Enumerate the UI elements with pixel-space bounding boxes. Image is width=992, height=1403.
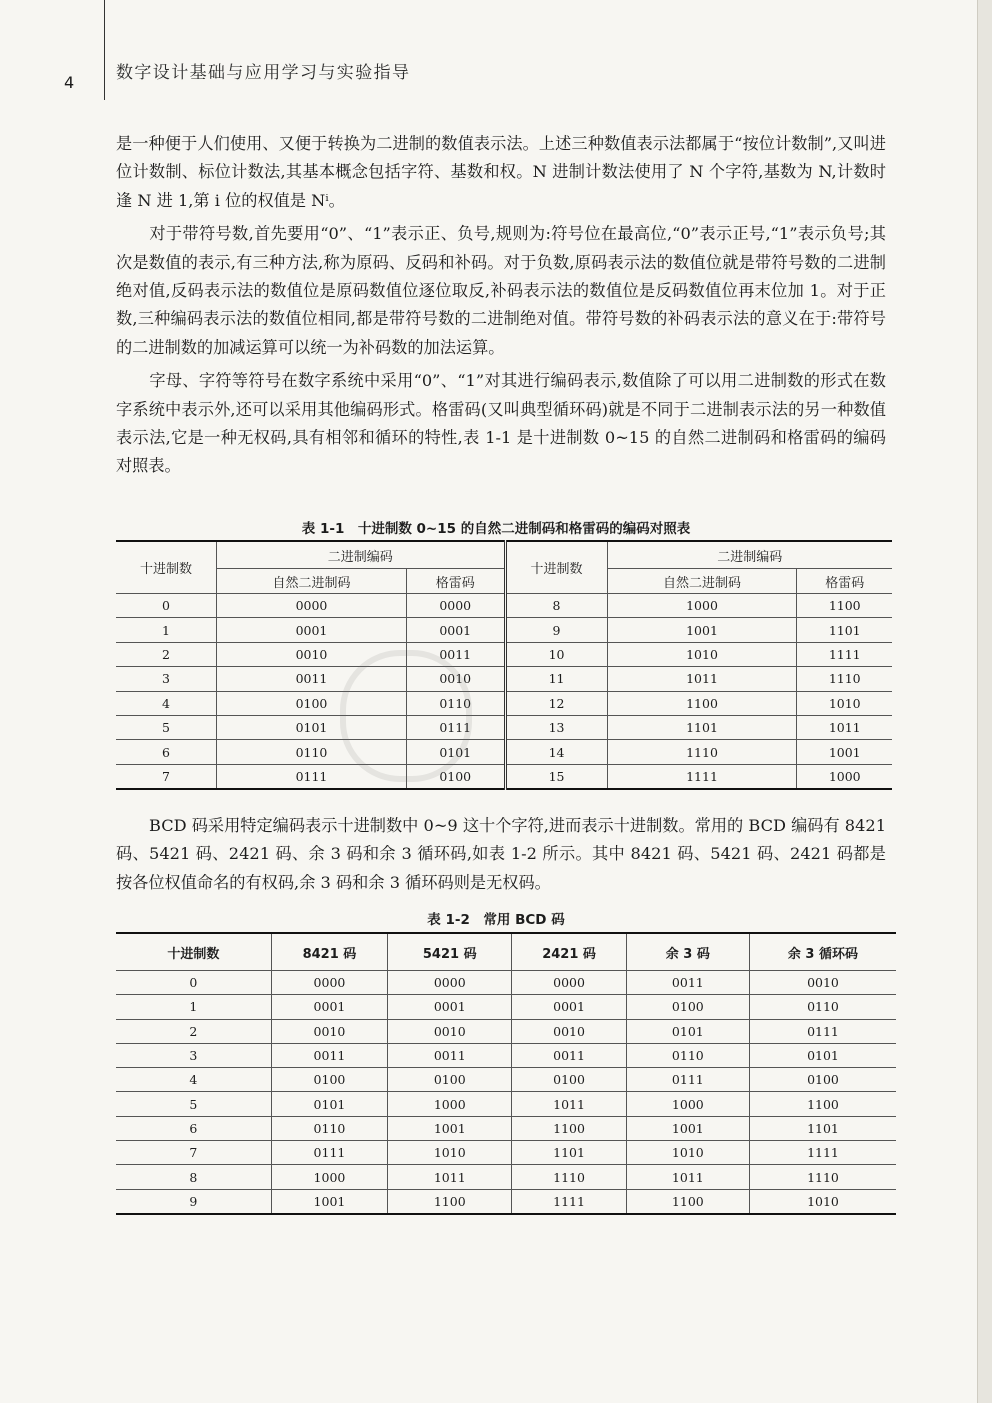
t2-cell: 0100: [388, 1068, 512, 1092]
t2-cell: 0111: [749, 1019, 896, 1043]
t1-cell: 0010: [406, 667, 505, 691]
t2-cell: 0001: [512, 995, 626, 1019]
table-row: [116, 764, 892, 789]
t1-cell: 13: [505, 715, 607, 739]
t1-cell: 0: [116, 594, 217, 618]
t2-header-cell: 十进制数: [116, 933, 271, 971]
paragraph-3-text: 字母、字符等符号在数字系统中采用“0”、“1”对其进行编码表示,数值除了可以用二进制数的形式在数字系统中表示外,还可以采用其他编码形式。格雷码(又叫典型循环码)就是不同于二进制表示法的另一种数值表示法,它是一种无权码,具有相邻和循环的特性,表 1-1 是十进制数 0~15 的自然二进制码和格雷码的编码对照表。: [116, 371, 886, 476]
paragraph-4-text: BCD 码采用特定编码表示十进制数中 0~9 这十个字符,进而表示十进制数。常用的 BCD 编码有 8421 码、5421 码、2421 码、余 3 码和余 3 循环码,如表 1-2 所示。其中 8421 码、5421 码、2421 码都是按各位权值命名的有权码,余 3 码和余 3 循环码则是无权码。: [116, 816, 886, 892]
t2-cell: 1: [116, 995, 271, 1019]
t1-cell: 0010: [217, 642, 407, 666]
t2-cell: 0110: [271, 1116, 387, 1140]
table-row: [116, 715, 892, 739]
t1-cell: 5: [116, 715, 217, 739]
t2-body: [116, 971, 896, 1214]
body-text: [116, 130, 886, 486]
t1-cell: 12: [505, 691, 607, 715]
t2-cell: 5: [116, 1092, 271, 1116]
t2-cell: 1000: [626, 1092, 749, 1116]
table-1-caption: 表 1-1 十进制数 0~15 的自然二进制码和格雷码的编码对照表: [301, 521, 691, 537]
t1-cell: 1111: [607, 764, 797, 789]
t1-cell: 0111: [217, 764, 407, 789]
t2-cell: 0110: [749, 995, 896, 1019]
t1-cell: 0111: [406, 715, 505, 739]
t2-cell: 1001: [271, 1189, 387, 1214]
t1-cell: 4: [116, 691, 217, 715]
t2-header-cell: 余 3 码: [626, 933, 749, 971]
t2-cell: 0011: [512, 1043, 626, 1067]
t2-header-cell: 2421 码: [512, 933, 626, 971]
table-row: [116, 971, 896, 995]
t2-header-row: [116, 933, 896, 971]
table-row: [116, 1092, 896, 1116]
t1-cell: 15: [505, 764, 607, 789]
t1-cell: 14: [505, 740, 607, 764]
t2-cell: 1100: [512, 1116, 626, 1140]
t2-cell: 7: [116, 1141, 271, 1165]
t2-cell: 1101: [512, 1141, 626, 1165]
paragraph-1-text: 是一种便于人们使用、又便于转换为二进制的数值表示法。上述三种数值表示法都属于“按位计数制”,又叫进位计数制、标位计数法,其基本概念包括字符、基数和权。N 进制计数法使用了 N 个字符,基数为 N,计数时逢 N 进 1,第 i 位的权值是 Nⁱ。: [116, 134, 886, 210]
t1-cell: 1010: [797, 691, 892, 715]
t1-cell: 10: [505, 642, 607, 666]
t1-cell: 0001: [406, 618, 505, 642]
page-number: 4: [64, 73, 75, 92]
t2-cell: 1100: [388, 1189, 512, 1214]
t2-cell: 0010: [749, 971, 896, 995]
t1-cell: 8: [505, 594, 607, 618]
t2-cell: 0001: [388, 995, 512, 1019]
t1-cell: 1110: [797, 667, 892, 691]
t2-cell: 1110: [512, 1165, 626, 1189]
t1-cell: 0101: [406, 740, 505, 764]
t1-cell: 1100: [797, 594, 892, 618]
t2-cell: 1010: [388, 1141, 512, 1165]
t2-cell: 8: [116, 1165, 271, 1189]
t1-natural-header-right: 自然二进制码: [607, 569, 797, 594]
table-row: [116, 1043, 896, 1067]
t2-cell: 1011: [388, 1165, 512, 1189]
t2-cell: 1101: [749, 1116, 896, 1140]
t2-cell: 0: [116, 971, 271, 995]
t2-cell: 0101: [749, 1043, 896, 1067]
t2-cell: 0101: [626, 1019, 749, 1043]
t2-cell: 1001: [388, 1116, 512, 1140]
t2-cell: 1110: [749, 1165, 896, 1189]
table-row: [116, 1019, 896, 1043]
t1-cell: 1110: [607, 740, 797, 764]
t1-cell: 1001: [797, 740, 892, 764]
t1-cell: 0110: [217, 740, 407, 764]
t1-decimal-header-left: 十进制数: [116, 541, 217, 594]
t1-cell: 0001: [217, 618, 407, 642]
t1-cell: 1011: [607, 667, 797, 691]
t2-cell: 1111: [749, 1141, 896, 1165]
t1-cell: 0100: [406, 764, 505, 789]
table-row: [116, 642, 892, 666]
t2-cell: 1000: [271, 1165, 387, 1189]
t1-cell: 7: [116, 764, 217, 789]
paragraph-1: [116, 130, 886, 215]
paragraph-2: [116, 220, 886, 362]
table-row: [116, 1189, 896, 1214]
paragraph-3: [116, 367, 886, 481]
t2-cell: 0010: [271, 1019, 387, 1043]
table-row: [116, 1165, 896, 1189]
t1-cell: 11: [505, 667, 607, 691]
t2-cell: 0001: [271, 995, 387, 1019]
t2-cell: 0100: [271, 1068, 387, 1092]
t1-cell: 3: [116, 667, 217, 691]
t2-cell: 1100: [749, 1092, 896, 1116]
t2-cell: 3: [116, 1043, 271, 1067]
t2-cell: 9: [116, 1189, 271, 1214]
table-2-caption: 表 1-2 常用 BCD 码: [427, 912, 565, 928]
t1-cell: 1010: [607, 642, 797, 666]
table-row: [116, 594, 892, 618]
t1-group-header-right: 二进制编码: [607, 541, 892, 569]
t2-header-cell: 余 3 循环码: [749, 933, 896, 971]
t2-cell: 0100: [626, 995, 749, 1019]
t2-cell: 0000: [271, 971, 387, 995]
table-row: [116, 691, 892, 715]
t1-group-header-left: 二进制编码: [217, 541, 506, 569]
t2-cell: 0010: [388, 1019, 512, 1043]
table-row: [116, 618, 892, 642]
t2-cell: 1100: [626, 1189, 749, 1214]
paragraph-2-text: 对于带符号数,首先要用“0”、“1”表示正、负号,规则为:符号位在最高位,“0”表示正号,“1”表示负号;其次是数值的表示,有三种方法,称为原码、反码和补码。对于负数,原码表示法的数值位就是带符号数的二进制绝对值,反码表示法的数值位是原码数值位逐位取反,补码表示法的数值位是反码数值位再末位加 1。对于正数,三种编码表示法的数值位相同,都是带符号数的二进制绝对值。带符号数的补码表示法的意义在于:带符号的二进制数的加减运算可以统一为补码数的加法运算。: [116, 224, 886, 357]
t2-cell: 1011: [626, 1165, 749, 1189]
t1-cell: 2: [116, 642, 217, 666]
t2-cell: 0100: [512, 1068, 626, 1092]
table-row: [116, 995, 896, 1019]
t2-cell: 0110: [626, 1043, 749, 1067]
t1-body: [116, 594, 892, 790]
t2-cell: 0101: [271, 1092, 387, 1116]
t2-cell: 1011: [512, 1092, 626, 1116]
table-2-bcd-codes: [116, 932, 896, 1215]
t1-cell: 1000: [828, 768, 861, 784]
t1-cell: 1000: [607, 594, 797, 618]
t2-cell: 0111: [271, 1141, 387, 1165]
table-1-natural-binary-gray: [116, 540, 892, 790]
t2-cell: 0010: [512, 1019, 626, 1043]
t2-cell: 1000: [388, 1092, 512, 1116]
table-row: [116, 667, 892, 691]
t1-gray-header-right: 格雷码: [797, 569, 892, 594]
t1-cell: 1100: [607, 691, 797, 715]
running-header-title: 数字设计基础与应用学习与实验指导: [116, 63, 411, 83]
t2-cell: 0000: [512, 971, 626, 995]
t1-cell: 1: [116, 618, 217, 642]
t2-cell: 0000: [388, 971, 512, 995]
t2-cell: 0011: [388, 1043, 512, 1067]
t1-cell: 1011: [797, 715, 892, 739]
t2-cell: 0100: [749, 1068, 896, 1092]
t1-cell: 0011: [217, 667, 407, 691]
t1-cell: 0101: [217, 715, 407, 739]
t2-cell: 4: [116, 1068, 271, 1092]
table-row: [116, 1116, 896, 1140]
scan-edge-shadow: [977, 0, 992, 1403]
t2-cell: 1001: [626, 1116, 749, 1140]
t1-cell: 0110: [406, 691, 505, 715]
t1-cell: 9: [505, 618, 607, 642]
t1-cell: 0000: [406, 594, 505, 618]
t1-cell: 1101: [797, 618, 892, 642]
t2-cell: 0111: [626, 1068, 749, 1092]
t1-cell: 1001: [607, 618, 797, 642]
table-row: [116, 1141, 896, 1165]
t2-cell: 6: [116, 1116, 271, 1140]
t2-cell: 0011: [271, 1043, 387, 1067]
t2-header-cell: 8421 码: [271, 933, 387, 971]
t2-cell: 2: [116, 1019, 271, 1043]
t1-gray-header-left: 格雷码: [406, 569, 505, 594]
t1-cell: 0100: [217, 691, 407, 715]
table-row: [116, 740, 892, 764]
t2-header-cell: 5421 码: [388, 933, 512, 971]
header-margin-rule: [104, 0, 105, 100]
t1-cell: 6: [116, 740, 217, 764]
t2-cell: 1010: [807, 1193, 839, 1209]
table-row: [116, 1068, 896, 1092]
body-text-2: [116, 812, 886, 902]
t1-cell: 1101: [607, 715, 797, 739]
t1-decimal-header-right: 十进制数: [505, 541, 607, 594]
t2-cell: 0011: [626, 971, 749, 995]
paragraph-4: [116, 812, 886, 897]
t1-cell: 0000: [217, 594, 407, 618]
t2-cell: 1010: [626, 1141, 749, 1165]
t1-cell: 0011: [406, 642, 505, 666]
t2-cell: 1111: [512, 1189, 626, 1214]
t1-cell: 1111: [797, 642, 892, 666]
t1-natural-header-left: 自然二进制码: [217, 569, 407, 594]
